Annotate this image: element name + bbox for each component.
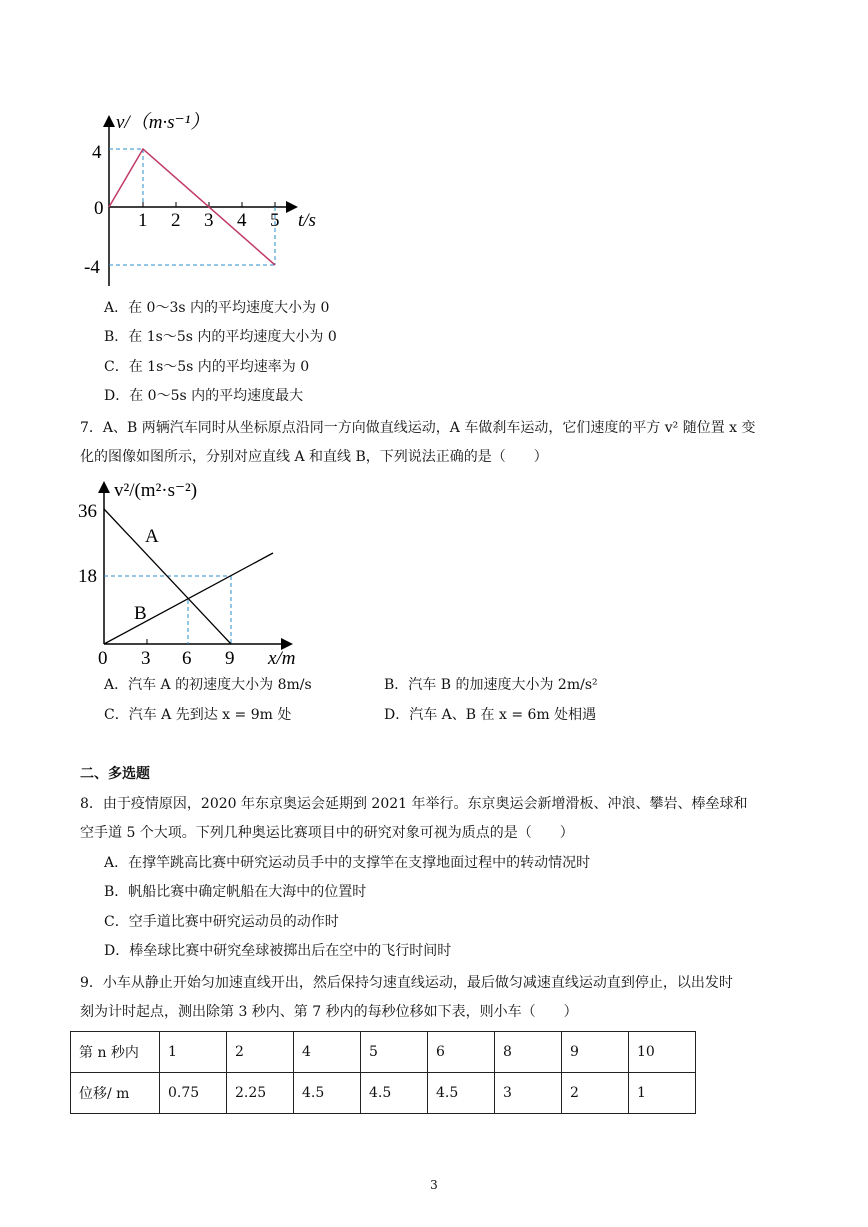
velocity-time-graph [80, 108, 340, 288]
x-axis-label: t/s [298, 210, 316, 231]
x-tick-5: 5 [270, 210, 280, 231]
table-cell: 5 [361, 1032, 428, 1073]
table-row [71, 1073, 696, 1114]
table-cell: 0.75 [160, 1073, 227, 1114]
table-cell: 2 [227, 1032, 294, 1073]
q7-option-c: C．汽车 A 先到达 x = 9m 处 [104, 707, 292, 723]
displacement-table [70, 1031, 696, 1114]
line-b-label: B [134, 603, 147, 624]
q8-option-d: D．棒垒球比赛中研究垒球被掷出后在空中的飞行时间时 [104, 943, 452, 959]
section-heading: 二、多选题 [80, 766, 150, 782]
y-tick-4: 4 [92, 142, 102, 163]
table-cell: 3 [495, 1073, 562, 1114]
x-tick-4: 4 [237, 210, 247, 231]
table-cell: 4.5 [361, 1073, 428, 1114]
table-row [71, 1032, 696, 1073]
table-cell: 2 [562, 1073, 629, 1114]
x-tick-3: 3 [204, 210, 214, 231]
q6-option-c: C．在 1s～5s 内的平均速率为 0 [104, 359, 310, 375]
q9-stem-line2: 刻为计时起点，测出除第 3 秒内、第 7 秒内的每秒位移如下表，则小车（ ） [80, 1004, 578, 1020]
table-cell: 6 [428, 1032, 495, 1073]
table-row-label: 位移/ m [71, 1073, 160, 1114]
q7-option-d: D．汽车 A、B 在 x = 6m 处相遇 [384, 707, 597, 723]
page-number: 3 [430, 1178, 438, 1192]
q9-stem-line1: 9．小车从静止开始匀加速直线开出，然后保持匀速直线运动，最后做匀减速直线运动直到停止，以出发时 [80, 975, 733, 991]
q7-option-b: B．汽车 B 的加速度大小为 2m/s² [384, 677, 598, 693]
q8-option-c: C．空手道比赛中研究运动员的动作时 [104, 914, 339, 930]
x-tick-0: 0 [98, 648, 108, 669]
y-tick-18: 18 [78, 566, 97, 587]
q8-stem-line1: 8．由于疫情原因，2020 年东京奥运会延期到 2021 年举行。东京奥运会新增滑板、冲浪、攀岩、棒垒球和 [80, 796, 748, 812]
q7-option-a: A．汽车 A 的初速度大小为 8m/s [104, 677, 312, 693]
q6-option-a: A．在 0～3s 内的平均速度大小为 0 [104, 300, 330, 316]
table-cell: 1 [629, 1073, 696, 1114]
x-tick-1: 1 [138, 210, 148, 231]
table-header-label: 第 n 秒内 [71, 1032, 160, 1073]
q8-option-b: B．帆船比赛中确定帆船在大海中的位置时 [104, 884, 367, 900]
y-tick-neg4: -4 [84, 257, 100, 278]
table-cell: 9 [562, 1032, 629, 1073]
y-axis-label: v²/(m²·s⁻²) [114, 480, 198, 501]
x-tick-2: 2 [171, 210, 181, 231]
table-cell: 2.25 [227, 1073, 294, 1114]
table-cell: 10 [629, 1032, 696, 1073]
x-axis-label: x/m [268, 648, 296, 669]
y-axis-label: v/（m·s⁻¹） [116, 112, 210, 133]
x-tick-3: 3 [141, 648, 151, 669]
q8-stem-line2: 空手道 5 个大项。下列几种奥运比赛项目中的研究对象可视为质点的是（ ） [80, 825, 574, 841]
table-cell: 4.5 [294, 1073, 361, 1114]
table-cell: 4 [294, 1032, 361, 1073]
velocity-squared-position-graph [76, 476, 336, 676]
q6-option-d: D．在 0～5s 内的平均速度最大 [104, 388, 304, 404]
x-tick-9: 9 [225, 648, 235, 669]
table-cell: 8 [495, 1032, 562, 1073]
y-tick-36: 36 [78, 501, 97, 522]
line-a-label: A [145, 526, 159, 547]
q7-stem-line1: 7．A、B 两辆汽车同时从坐标原点沿同一方向做直线运动，A 车做刹车运动，它们速度的平方 v² 随位置 x 变 [80, 420, 756, 436]
q7-stem-line2: 化的图像如图所示，分别对应直线 A 和直线 B，下列说法正确的是（ ） [80, 449, 548, 465]
table-cell: 1 [160, 1032, 227, 1073]
q8-option-a: A．在撑竿跳高比赛中研究运动员手中的支撑竿在支撑地面过程中的转动情况时 [104, 855, 591, 871]
q6-option-b: B．在 1s～5s 内的平均速度大小为 0 [104, 329, 337, 345]
table-cell: 4.5 [428, 1073, 495, 1114]
x-tick-6: 6 [182, 648, 192, 669]
y-tick-0: 0 [94, 198, 104, 219]
